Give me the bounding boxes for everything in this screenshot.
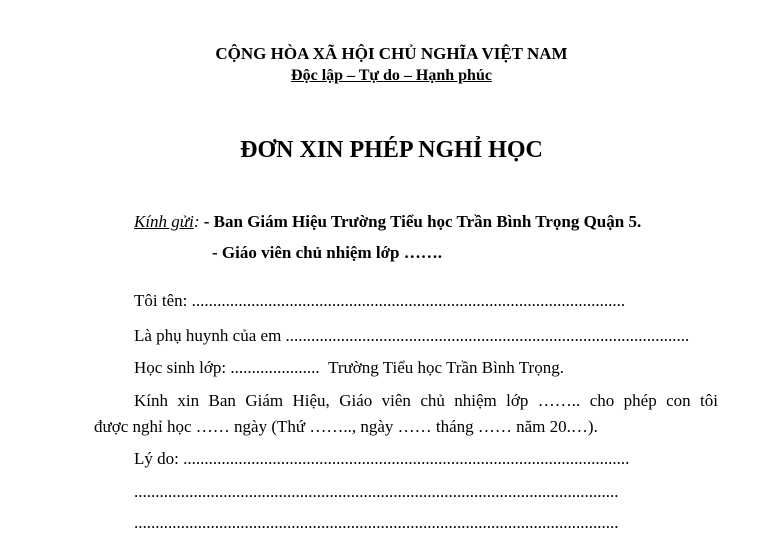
- class-label: Học sinh lớp:: [134, 358, 227, 377]
- parent-label: Là phụ huynh của em: [134, 326, 282, 345]
- recipients-label: Kính gửi: [134, 212, 194, 231]
- request-line-1: Kính xin Ban Giám Hiệu, Giáo viên chủ nhiệm lớp …….. cho phép con tôi: [134, 391, 718, 410]
- parent-of-row: [134, 326, 718, 346]
- reason-extra-line-1: ..................................................................................................................: [134, 482, 619, 501]
- reason-row: [134, 449, 718, 469]
- recipients-line-1: [134, 212, 641, 232]
- name-blank: ......................................................................................................: [191, 291, 626, 310]
- national-title: CỘNG HÒA XÃ HỘI CHỦ NGHĨA VIỆT NAM: [215, 44, 568, 63]
- recipients-colon: :: [193, 212, 200, 231]
- recipient-school-board: - Ban Giám Hiệu Trường Tiểu học Trần Bình Trọng Quận 5.: [199, 212, 642, 231]
- student-parent-name-row: [134, 291, 718, 311]
- school-name: Trường Tiểu học Trần Bình Trọng.: [328, 358, 564, 377]
- national-motto: Độc lập – Tự do – Hạnh phúc: [291, 67, 492, 84]
- class-blank: .....................: [230, 358, 320, 377]
- name-label: Tôi tên:: [134, 291, 188, 310]
- document-title: ĐƠN XIN PHÉP NGHỈ HỌC: [240, 137, 543, 163]
- recipient-homeroom-teacher: - Giáo viên chủ nhiệm lớp …….: [212, 243, 442, 262]
- student-name-blank: ...............................................................................................: [285, 326, 690, 345]
- request-line-2: được nghỉ học …… ngày (Thứ …….., ngày …… tháng …… năm 20.…).: [94, 417, 598, 436]
- reason-label: Lý do:: [134, 449, 179, 468]
- reason-blank: .........................................................................................................: [183, 449, 630, 468]
- student-class-row: [134, 358, 564, 378]
- reason-extra-line-2: ..................................................................................................................: [134, 513, 619, 532]
